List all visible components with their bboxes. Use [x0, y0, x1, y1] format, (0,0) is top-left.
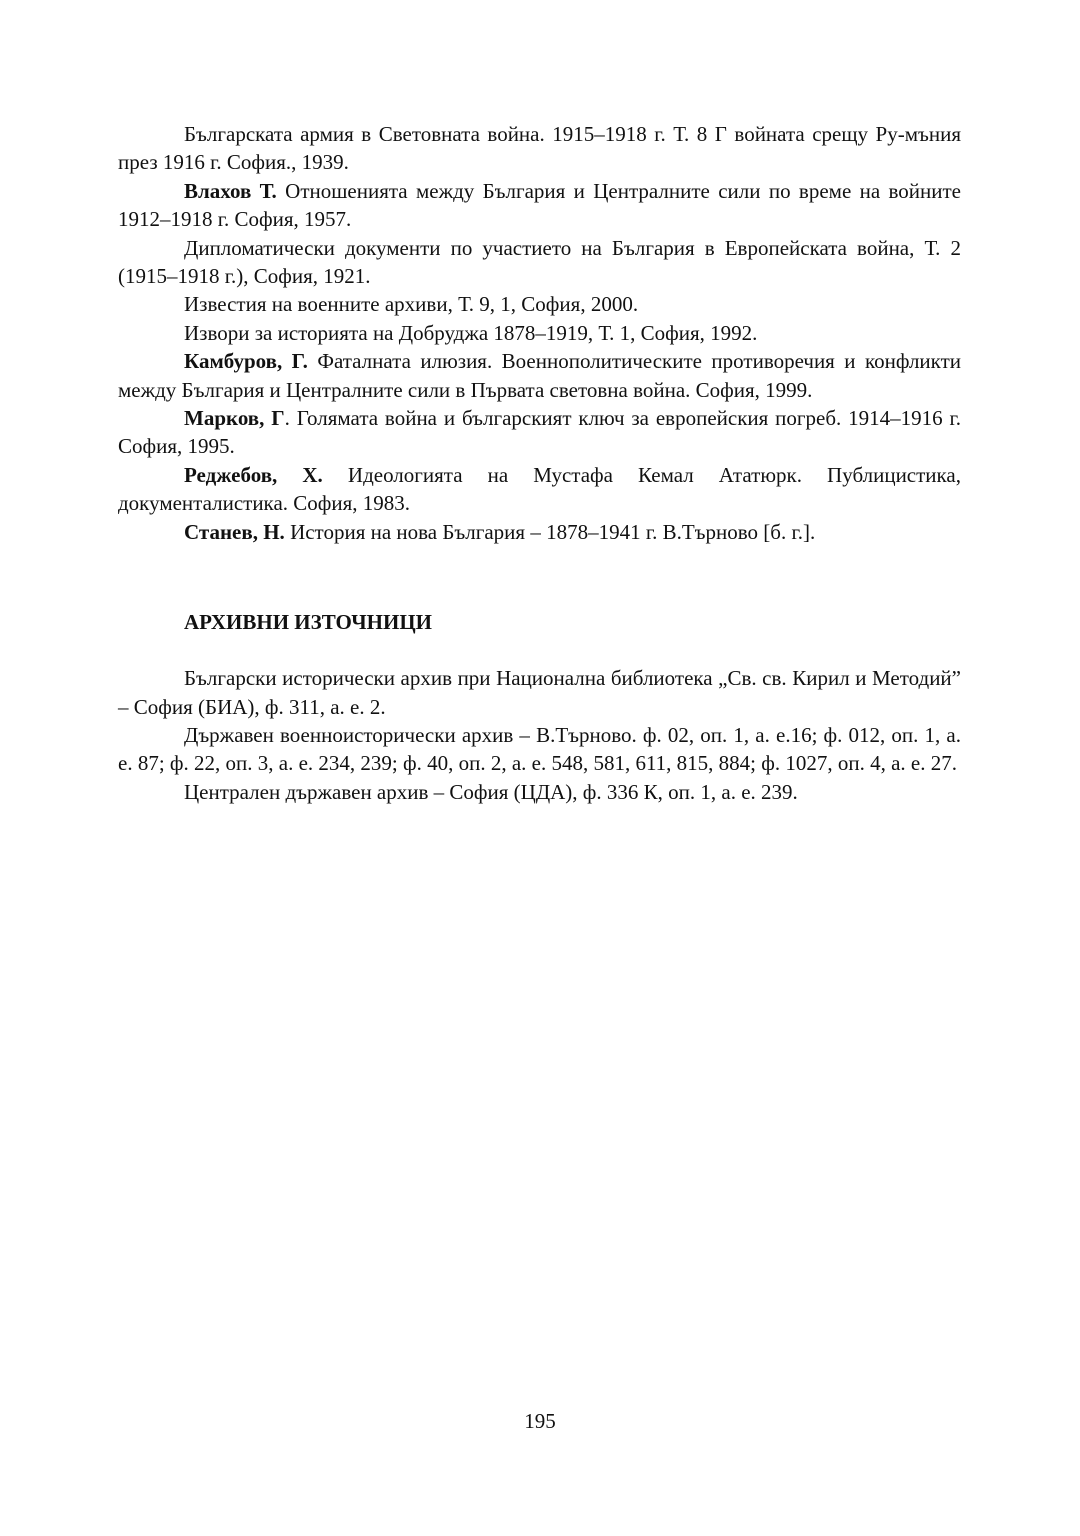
bibliography-entry — [118, 461, 961, 518]
bibliography-entry — [118, 234, 961, 291]
entry-text: История на нова България – 1878–1941 г. В.Търново [б. г.]. — [284, 519, 816, 544]
bibliography-entry — [118, 120, 961, 177]
archive-entry — [118, 664, 961, 721]
bibliography-entry — [118, 177, 961, 234]
entry-text: Отношенията между България и Централните сили по време на войните 1912–1918 г. София, 1957. — [118, 178, 961, 232]
page-number: 195 — [524, 1409, 556, 1433]
entry-text: Централен държавен архив – София (ЦДА), ф. 336 К, оп. 1, а. е. 239. — [184, 779, 798, 804]
archives-heading: АРХИВНИ ИЗТОЧНИЦИ — [184, 610, 433, 635]
entry-text: Държавен военноисторически архив – В.Търново. ф. 02, оп. 1, а. е.16; ф. 012, оп. 1, а. е. 87; ф. 22, оп. 3, а. е. 234, 239; ф. 40, оп. 2, а. е. 548, 581, 611, 815, 884; ф. 1027, оп. 4, а. е. 27. — [118, 722, 961, 776]
entry-text: Извори за историята на Добруджа 1878–1919, Т. 1, София, 1992. — [184, 320, 758, 345]
entry-text: Дипломатически документи по участието на България в Европейската война, Т. 2 (1915–1918 г.), София, 1921. — [118, 235, 961, 289]
archive-entry — [118, 721, 961, 778]
bibliography-entry — [118, 347, 961, 404]
entry-author: Камбуров, Г. — [184, 349, 308, 374]
archive-entry — [118, 778, 961, 806]
entry-text: Известия на военните архиви, Т. 9, 1, София, 2000. — [184, 292, 639, 317]
entry-text: Фаталната илюзия. Военнополитическите противоречия и конфликти между България и Централните сили в Първата световна война. София, 1999. — [118, 349, 961, 402]
entry-author: Станев, Н. — [184, 519, 285, 544]
entry-author: Реджебов, Х. — [184, 462, 323, 487]
entry-text: Българската армия в Световната война. 1915–1918 г. Т. 8 Г войната срещу Ру-мъния през 1916 г. София., 1939. — [118, 122, 961, 175]
bibliography-entry — [118, 518, 961, 546]
entry-author: Влахов Т. — [184, 178, 277, 203]
entry-text: Български исторически архив при Национална библиотека „Св. св. Кирил и Методий” – София (БИА), ф. 311, а. е. 2. — [118, 666, 961, 719]
bibliography-entry — [118, 290, 961, 318]
bibliography-entry — [118, 319, 961, 347]
entry-text: . Голямата война и българският ключ за европейския погреб. 1914–1916 г. София, 1995. — [118, 406, 961, 459]
entry-author: Марков, Г — [184, 406, 285, 431]
entry-text: Идеологията на Мустафа Кемал Ататюрк. Публицистика, документалистика. София, 1983. — [118, 462, 961, 516]
bibliography-entry — [118, 404, 961, 461]
page-content — [118, 120, 961, 806]
